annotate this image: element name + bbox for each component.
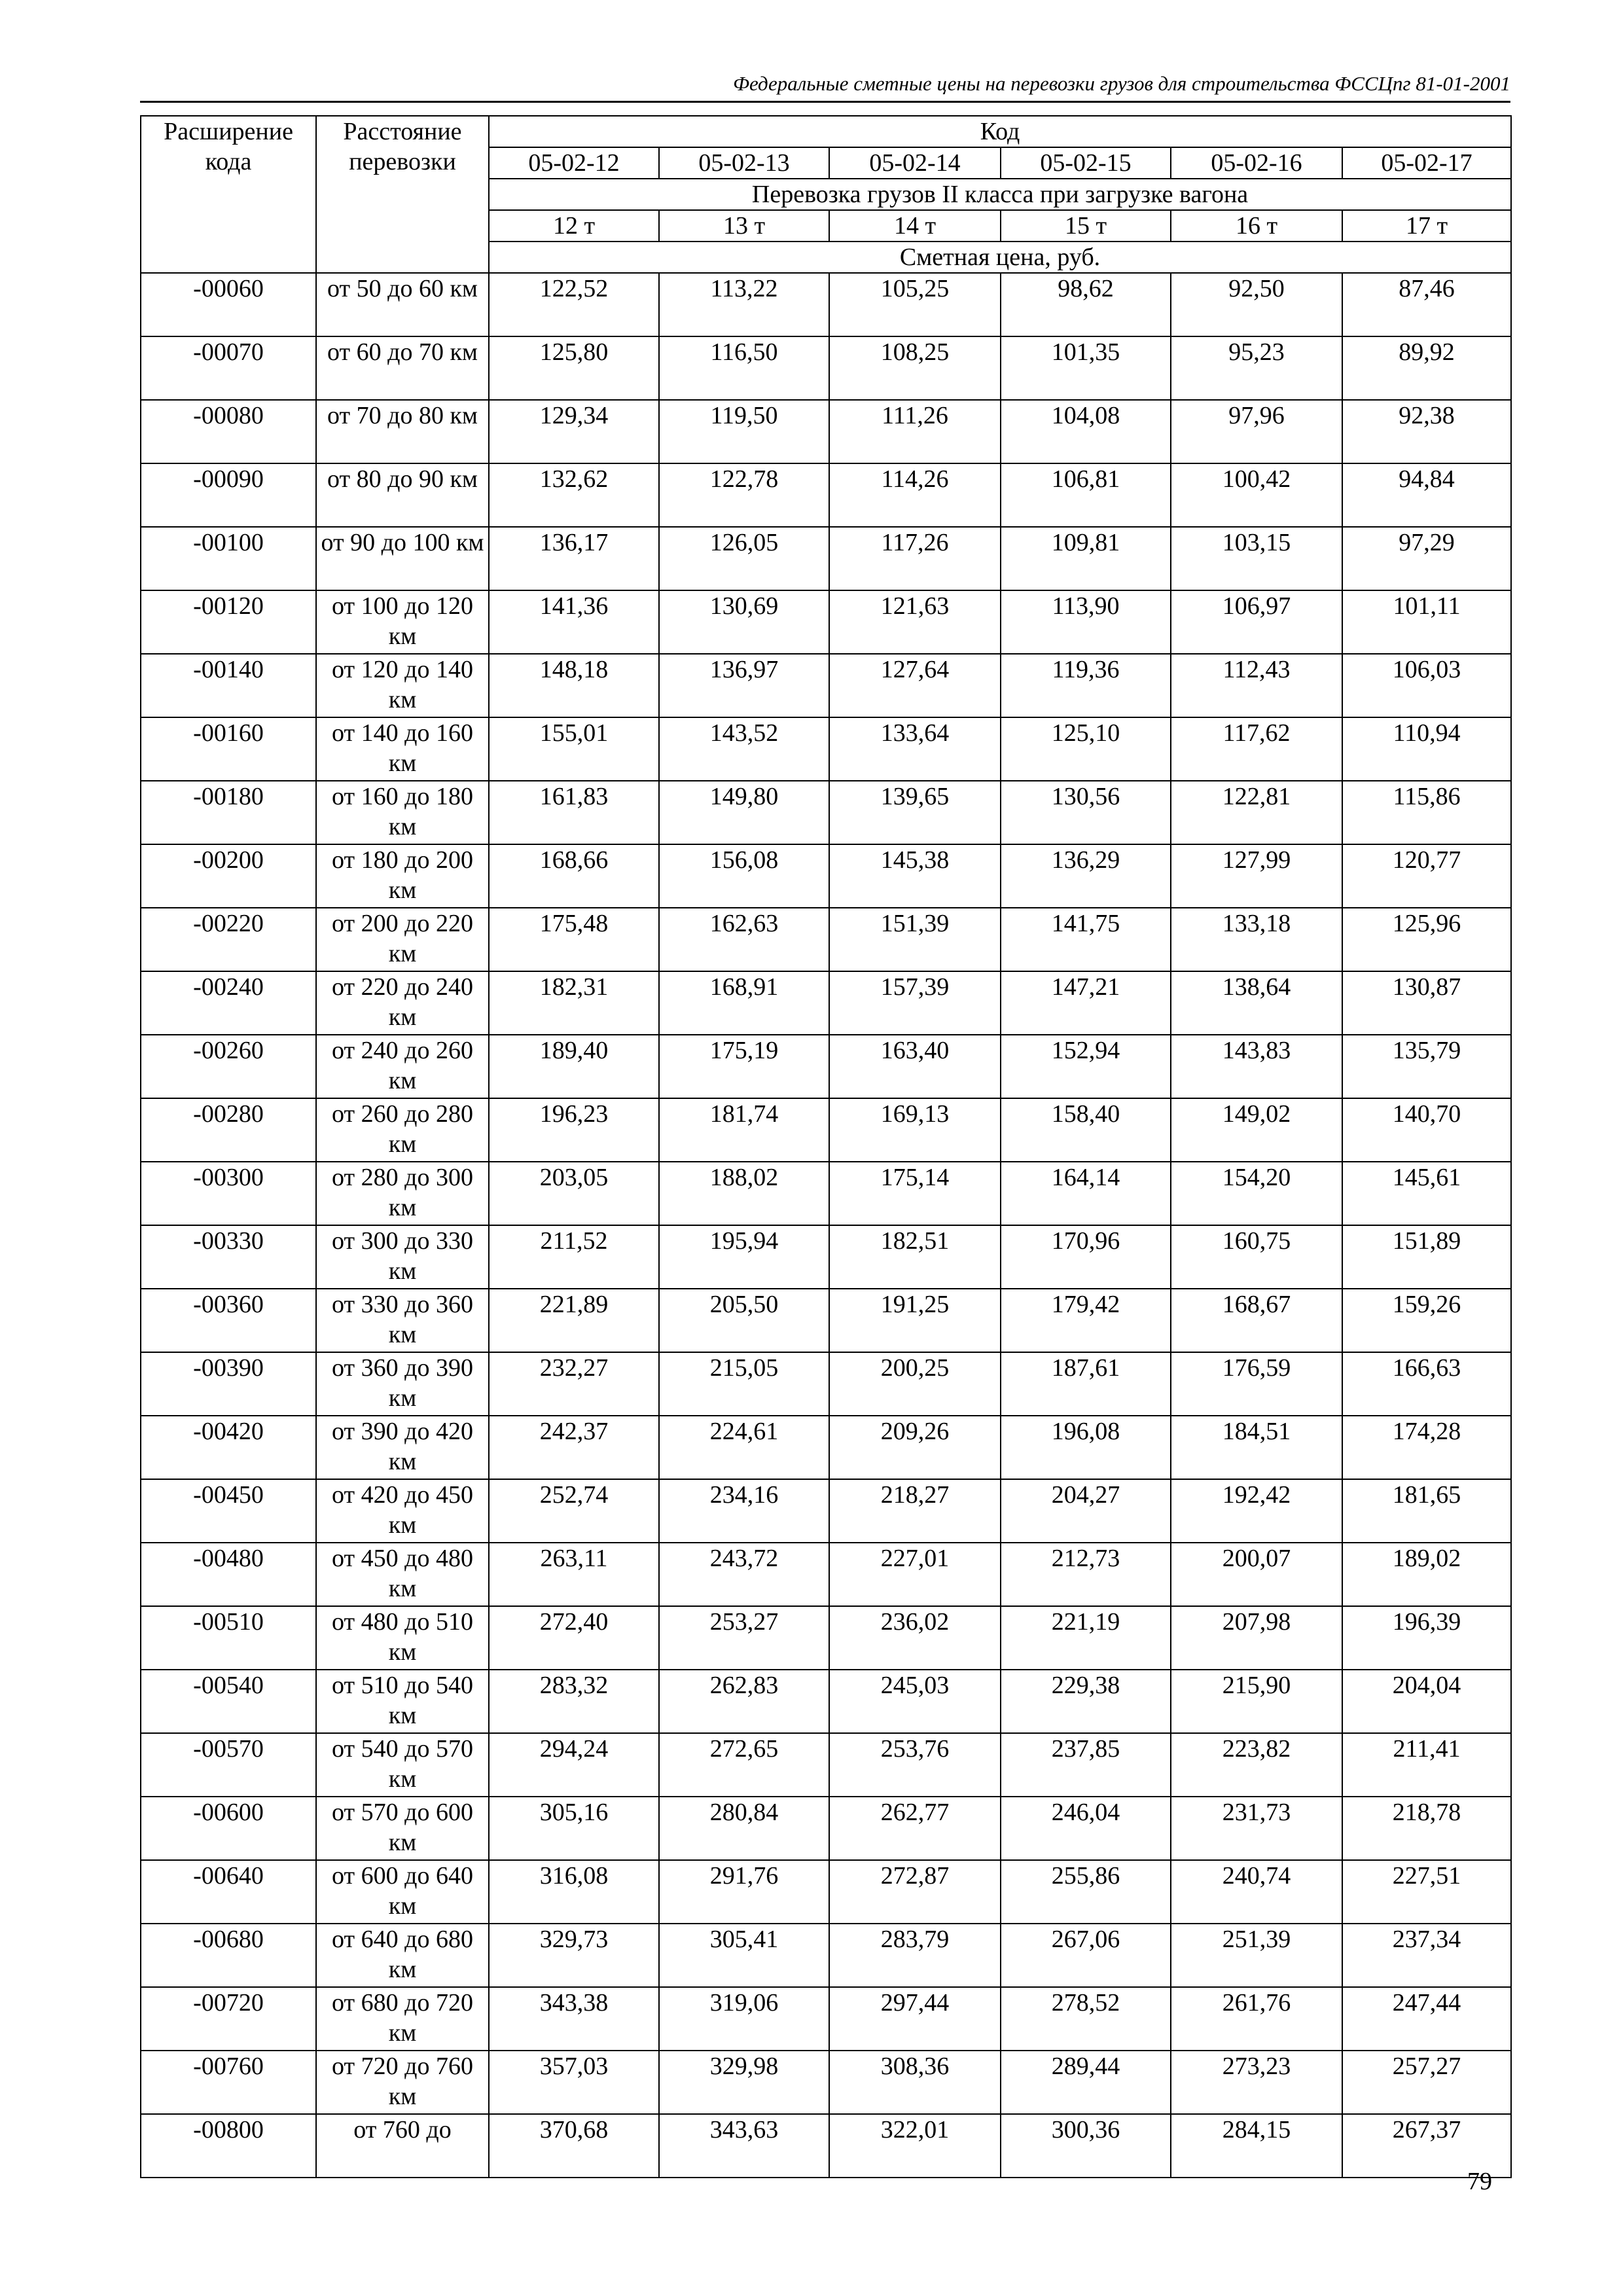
table-row — [141, 1225, 1511, 1289]
extension-cell: -00570 — [141, 1733, 316, 1797]
code-cell: 05-02-13 — [659, 147, 829, 179]
extension-cell: -00300 — [141, 1162, 316, 1225]
price-cell: 155,01 — [489, 717, 659, 781]
table-row — [141, 1924, 1511, 1987]
price-cell: 245,03 — [829, 1670, 1001, 1733]
page-number: 79 — [1467, 2168, 1492, 2195]
price-cell: 143,52 — [659, 717, 829, 781]
price-cell: 196,39 — [1342, 1606, 1511, 1670]
price-cell: 329,98 — [659, 2051, 829, 2114]
price-cell: 92,50 — [1171, 273, 1342, 336]
distance-cell: от 160 до 180 км — [316, 781, 489, 844]
extension-cell: -00600 — [141, 1797, 316, 1860]
price-cell: 209,26 — [829, 1416, 1001, 1479]
extension-cell: -00450 — [141, 1479, 316, 1543]
price-cell: 114,26 — [829, 463, 1001, 527]
price-cell: 189,02 — [1342, 1543, 1511, 1606]
price-cell: 125,10 — [1001, 717, 1171, 781]
distance-cell: от 600 до 640 км — [316, 1860, 489, 1924]
price-cell: 113,22 — [659, 273, 829, 336]
price-cell: 267,37 — [1342, 2114, 1511, 2178]
distance-cell: от 100 до 120 км — [316, 590, 489, 654]
distance-cell: от 570 до 600 км — [316, 1797, 489, 1860]
extension-cell: -00480 — [141, 1543, 316, 1606]
price-cell: 237,34 — [1342, 1924, 1511, 1987]
table-row — [141, 781, 1511, 844]
price-cell: 267,06 — [1001, 1924, 1171, 1987]
price-cell: 261,76 — [1171, 1987, 1342, 2051]
price-cell: 133,64 — [829, 717, 1001, 781]
price-cell: 203,05 — [489, 1162, 659, 1225]
price-cell: 291,76 — [659, 1860, 829, 1924]
price-cell: 141,36 — [489, 590, 659, 654]
price-cell: 221,19 — [1001, 1606, 1171, 1670]
price-cell: 149,80 — [659, 781, 829, 844]
extension-cell: -00280 — [141, 1098, 316, 1162]
price-cell: 105,25 — [829, 273, 1001, 336]
extension-cell: -00080 — [141, 400, 316, 463]
price-cell: 343,63 — [659, 2114, 829, 2178]
price-cell: 182,31 — [489, 971, 659, 1035]
price-cell: 305,16 — [489, 1797, 659, 1860]
extension-cell: -00220 — [141, 908, 316, 971]
distance-cell: от 420 до 450 км — [316, 1479, 489, 1543]
price-cell: 255,86 — [1001, 1860, 1171, 1924]
extension-cell: -00360 — [141, 1289, 316, 1352]
table-body — [141, 273, 1511, 2178]
price-cell: 207,98 — [1171, 1606, 1342, 1670]
price-cell: 145,61 — [1342, 1162, 1511, 1225]
table-row — [141, 1416, 1511, 1479]
price-cell: 221,89 — [489, 1289, 659, 1352]
extension-cell: -00330 — [141, 1225, 316, 1289]
price-cell: 229,38 — [1001, 1670, 1171, 1733]
price-table — [140, 115, 1512, 2178]
price-cell: 168,91 — [659, 971, 829, 1035]
price-cell: 164,14 — [1001, 1162, 1171, 1225]
price-cell: 97,29 — [1342, 527, 1511, 590]
code-header: Код — [489, 116, 1511, 147]
price-cell: 148,18 — [489, 654, 659, 717]
transport-header: Перевозка грузов II класса при загрузке вагона — [489, 179, 1511, 210]
price-cell: 122,78 — [659, 463, 829, 527]
price-cell: 316,08 — [489, 1860, 659, 1924]
price-cell: 231,73 — [1171, 1797, 1342, 1860]
distance-cell: от 200 до 220 км — [316, 908, 489, 971]
price-cell: 322,01 — [829, 2114, 1001, 2178]
price-cell: 160,75 — [1171, 1225, 1342, 1289]
price-cell: 272,87 — [829, 1860, 1001, 1924]
distance-cell: от 330 до 360 км — [316, 1289, 489, 1352]
load-cell: 13 т — [659, 210, 829, 242]
distance-cell: от 540 до 570 км — [316, 1733, 489, 1797]
price-cell: 163,40 — [829, 1035, 1001, 1098]
price-cell: 319,06 — [659, 1987, 829, 2051]
table-row — [141, 590, 1511, 654]
price-cell: 204,27 — [1001, 1479, 1171, 1543]
price-cell: 243,72 — [659, 1543, 829, 1606]
extension-cell: -00540 — [141, 1670, 316, 1733]
price-cell: 176,59 — [1171, 1352, 1342, 1416]
table-row — [141, 273, 1511, 336]
price-cell: 218,78 — [1342, 1797, 1511, 1860]
distance-cell: от 240 до 260 км — [316, 1035, 489, 1098]
price-cell: 152,94 — [1001, 1035, 1171, 1098]
column-header-extension: Расширение кода — [141, 116, 316, 273]
price-cell: 263,11 — [489, 1543, 659, 1606]
extension-cell: -00640 — [141, 1860, 316, 1924]
price-cell: 151,39 — [829, 908, 1001, 971]
price-cell: 357,03 — [489, 2051, 659, 2114]
price-cell: 257,27 — [1342, 2051, 1511, 2114]
price-cell: 297,44 — [829, 1987, 1001, 2051]
extension-cell: -00720 — [141, 1987, 316, 2051]
load-cell: 15 т — [1001, 210, 1171, 242]
distance-cell: от 760 до — [316, 2114, 489, 2178]
price-cell: 125,80 — [489, 336, 659, 400]
load-cell: 14 т — [829, 210, 1001, 242]
extension-cell: -00680 — [141, 1924, 316, 1987]
price-cell: 121,63 — [829, 590, 1001, 654]
price-cell: 125,96 — [1342, 908, 1511, 971]
price-cell: 161,83 — [489, 781, 659, 844]
price-cell: 283,79 — [829, 1924, 1001, 1987]
table-row — [141, 1733, 1511, 1797]
price-cell: 289,44 — [1001, 2051, 1171, 2114]
distance-cell: от 80 до 90 км — [316, 463, 489, 527]
extension-cell: -00200 — [141, 844, 316, 908]
price-cell: 211,52 — [489, 1225, 659, 1289]
price-cell: 262,83 — [659, 1670, 829, 1733]
price-cell: 106,97 — [1171, 590, 1342, 654]
table-row — [141, 717, 1511, 781]
running-header: Федеральные сметные цены на перевозки грузов для строительства ФССЦпг 81-01-2001 — [733, 72, 1510, 95]
extension-cell: -00180 — [141, 781, 316, 844]
extension-cell: -00800 — [141, 2114, 316, 2178]
price-cell: 151,89 — [1342, 1225, 1511, 1289]
price-cell: 97,96 — [1171, 400, 1342, 463]
price-cell: 138,64 — [1171, 971, 1342, 1035]
price-cell: 205,50 — [659, 1289, 829, 1352]
price-cell: 127,99 — [1171, 844, 1342, 908]
price-cell: 212,73 — [1001, 1543, 1171, 1606]
price-cell: 115,86 — [1342, 781, 1511, 844]
price-cell: 182,51 — [829, 1225, 1001, 1289]
price-cell: 122,81 — [1171, 781, 1342, 844]
price-cell: 89,92 — [1342, 336, 1511, 400]
table-row — [141, 527, 1511, 590]
price-cell: 112,43 — [1171, 654, 1342, 717]
table-row — [141, 908, 1511, 971]
code-cell: 05-02-12 — [489, 147, 659, 179]
extension-cell: -00070 — [141, 336, 316, 400]
extension-cell: -00060 — [141, 273, 316, 336]
price-cell: 94,84 — [1342, 463, 1511, 527]
price-cell: 109,81 — [1001, 527, 1171, 590]
price-cell: 280,84 — [659, 1797, 829, 1860]
extension-cell: -00090 — [141, 463, 316, 527]
price-cell: 227,51 — [1342, 1860, 1511, 1924]
price-cell: 252,74 — [489, 1479, 659, 1543]
price-cell: 234,16 — [659, 1479, 829, 1543]
extension-cell: -00510 — [141, 1606, 316, 1670]
price-cell: 200,07 — [1171, 1543, 1342, 1606]
table-row — [141, 971, 1511, 1035]
code-cell: 05-02-14 — [829, 147, 1001, 179]
price-cell: 218,27 — [829, 1479, 1001, 1543]
price-cell: 106,03 — [1342, 654, 1511, 717]
distance-cell: от 450 до 480 км — [316, 1543, 489, 1606]
price-cell: 141,75 — [1001, 908, 1171, 971]
price-cell: 111,26 — [829, 400, 1001, 463]
price-cell: 110,94 — [1342, 717, 1511, 781]
price-cell: 181,65 — [1342, 1479, 1511, 1543]
price-cell: 196,08 — [1001, 1416, 1171, 1479]
table-row — [141, 1797, 1511, 1860]
price-cell: 189,40 — [489, 1035, 659, 1098]
price-cell: 87,46 — [1342, 273, 1511, 336]
price-cell: 192,42 — [1171, 1479, 1342, 1543]
price-cell: 158,40 — [1001, 1098, 1171, 1162]
table-row — [141, 400, 1511, 463]
price-cell: 370,68 — [489, 2114, 659, 2178]
price-cell: 200,25 — [829, 1352, 1001, 1416]
distance-cell: от 390 до 420 км — [316, 1416, 489, 1479]
price-cell: 154,20 — [1171, 1162, 1342, 1225]
distance-cell: от 640 до 680 км — [316, 1924, 489, 1987]
price-cell: 181,74 — [659, 1098, 829, 1162]
price-cell: 100,42 — [1171, 463, 1342, 527]
distance-cell: от 140 до 160 км — [316, 717, 489, 781]
extension-cell: -00390 — [141, 1352, 316, 1416]
load-cell: 17 т — [1342, 210, 1511, 242]
price-cell: 136,97 — [659, 654, 829, 717]
price-cell: 191,25 — [829, 1289, 1001, 1352]
distance-cell: от 360 до 390 км — [316, 1352, 489, 1416]
price-cell: 329,73 — [489, 1924, 659, 1987]
table-row — [141, 1098, 1511, 1162]
distance-cell: от 90 до 100 км — [316, 527, 489, 590]
price-cell: 156,08 — [659, 844, 829, 908]
price-cell: 126,05 — [659, 527, 829, 590]
table-row — [141, 1035, 1511, 1098]
price-cell: 92,38 — [1342, 400, 1511, 463]
extension-cell: -00100 — [141, 527, 316, 590]
price-cell: 101,35 — [1001, 336, 1171, 400]
price-cell: 188,02 — [659, 1162, 829, 1225]
extension-cell: -00760 — [141, 2051, 316, 2114]
price-cell: 308,36 — [829, 2051, 1001, 2114]
code-cell: 05-02-15 — [1001, 147, 1171, 179]
price-cell: 101,11 — [1342, 590, 1511, 654]
price-cell: 149,02 — [1171, 1098, 1342, 1162]
price-cell: 129,34 — [489, 400, 659, 463]
table-row — [141, 1860, 1511, 1924]
price-cell: 145,38 — [829, 844, 1001, 908]
price-cell: 196,23 — [489, 1098, 659, 1162]
price-cell: 272,65 — [659, 1733, 829, 1797]
table-row — [141, 1987, 1511, 2051]
price-cell: 343,38 — [489, 1987, 659, 2051]
price-cell: 119,50 — [659, 400, 829, 463]
price-header: Сметная цена, руб. — [489, 242, 1511, 273]
price-cell: 215,90 — [1171, 1670, 1342, 1733]
price-cell: 240,74 — [1171, 1860, 1342, 1924]
price-cell: 237,85 — [1001, 1733, 1171, 1797]
price-cell: 174,28 — [1342, 1416, 1511, 1479]
price-cell: 133,18 — [1171, 908, 1342, 971]
price-cell: 117,26 — [829, 527, 1001, 590]
price-cell: 157,39 — [829, 971, 1001, 1035]
distance-cell: от 680 до 720 км — [316, 1987, 489, 2051]
price-cell: 273,23 — [1171, 2051, 1342, 2114]
distance-cell: от 220 до 240 км — [316, 971, 489, 1035]
price-cell: 211,41 — [1342, 1733, 1511, 1797]
column-header-distance: Расстояние перевозки — [316, 116, 489, 273]
price-cell: 162,63 — [659, 908, 829, 971]
price-cell: 175,14 — [829, 1162, 1001, 1225]
table-row — [141, 1670, 1511, 1733]
distance-cell: от 70 до 80 км — [316, 400, 489, 463]
price-cell: 147,21 — [1001, 971, 1171, 1035]
price-cell: 294,24 — [489, 1733, 659, 1797]
price-cell: 143,83 — [1171, 1035, 1342, 1098]
price-cell: 119,36 — [1001, 654, 1171, 717]
price-cell: 179,42 — [1001, 1289, 1171, 1352]
price-cell: 159,26 — [1342, 1289, 1511, 1352]
distance-cell: от 720 до 760 км — [316, 2051, 489, 2114]
price-cell: 130,69 — [659, 590, 829, 654]
table-row — [141, 1352, 1511, 1416]
price-cell: 168,66 — [489, 844, 659, 908]
price-cell: 278,52 — [1001, 1987, 1171, 2051]
table-row — [141, 336, 1511, 400]
price-cell: 108,25 — [829, 336, 1001, 400]
price-cell: 106,81 — [1001, 463, 1171, 527]
distance-cell: от 300 до 330 км — [316, 1225, 489, 1289]
extension-cell: -00120 — [141, 590, 316, 654]
price-cell: 175,48 — [489, 908, 659, 971]
price-cell: 253,27 — [659, 1606, 829, 1670]
price-cell: 98,62 — [1001, 273, 1171, 336]
table-row — [141, 2051, 1511, 2114]
price-cell: 122,52 — [489, 273, 659, 336]
price-cell: 130,87 — [1342, 971, 1511, 1035]
price-cell: 242,37 — [489, 1416, 659, 1479]
price-cell: 305,41 — [659, 1924, 829, 1987]
code-cell: 05-02-16 — [1171, 147, 1342, 179]
extension-cell: -00420 — [141, 1416, 316, 1479]
price-cell: 136,29 — [1001, 844, 1171, 908]
price-cell: 232,27 — [489, 1352, 659, 1416]
table-row — [141, 1162, 1511, 1225]
table-row — [141, 1289, 1511, 1352]
price-cell: 187,61 — [1001, 1352, 1171, 1416]
price-cell: 246,04 — [1001, 1797, 1171, 1860]
extension-cell: -00160 — [141, 717, 316, 781]
table-row — [141, 654, 1511, 717]
price-cell: 113,90 — [1001, 590, 1171, 654]
distance-cell: от 510 до 540 км — [316, 1670, 489, 1733]
price-cell: 130,56 — [1001, 781, 1171, 844]
price-cell: 168,67 — [1171, 1289, 1342, 1352]
price-cell: 184,51 — [1171, 1416, 1342, 1479]
price-cell: 116,50 — [659, 336, 829, 400]
price-cell: 236,02 — [829, 1606, 1001, 1670]
distance-cell: от 180 до 200 км — [316, 844, 489, 908]
distance-cell: от 280 до 300 км — [316, 1162, 489, 1225]
distance-cell: от 50 до 60 км — [316, 273, 489, 336]
distance-cell: от 60 до 70 км — [316, 336, 489, 400]
header-row-code — [141, 116, 1511, 147]
price-cell: 300,36 — [1001, 2114, 1171, 2178]
header-rule — [140, 101, 1510, 103]
distance-cell: от 480 до 510 км — [316, 1606, 489, 1670]
price-cell: 227,01 — [829, 1543, 1001, 1606]
price-cell: 169,13 — [829, 1098, 1001, 1162]
load-cell: 16 т — [1171, 210, 1342, 242]
price-cell: 104,08 — [1001, 400, 1171, 463]
price-cell: 204,04 — [1342, 1670, 1511, 1733]
distance-cell: от 120 до 140 км — [316, 654, 489, 717]
price-cell: 247,44 — [1342, 1987, 1511, 2051]
table-row — [141, 2114, 1511, 2178]
price-cell: 262,77 — [829, 1797, 1001, 1860]
extension-cell: -00260 — [141, 1035, 316, 1098]
price-cell: 224,61 — [659, 1416, 829, 1479]
price-cell: 272,40 — [489, 1606, 659, 1670]
extension-cell: -00140 — [141, 654, 316, 717]
price-cell: 95,23 — [1171, 336, 1342, 400]
price-cell: 140,70 — [1342, 1098, 1511, 1162]
table-row — [141, 844, 1511, 908]
price-cell: 103,15 — [1171, 527, 1342, 590]
table-row — [141, 1606, 1511, 1670]
price-cell: 139,65 — [829, 781, 1001, 844]
price-cell: 132,62 — [489, 463, 659, 527]
price-cell: 170,96 — [1001, 1225, 1171, 1289]
price-cell: 127,64 — [829, 654, 1001, 717]
code-cell: 05-02-17 — [1342, 147, 1511, 179]
price-cell: 117,62 — [1171, 717, 1342, 781]
price-cell: 135,79 — [1342, 1035, 1511, 1098]
price-cell: 283,32 — [489, 1670, 659, 1733]
distance-cell: от 260 до 280 км — [316, 1098, 489, 1162]
price-cell: 175,19 — [659, 1035, 829, 1098]
price-cell: 195,94 — [659, 1225, 829, 1289]
price-cell: 215,05 — [659, 1352, 829, 1416]
price-cell: 284,15 — [1171, 2114, 1342, 2178]
price-cell: 120,77 — [1342, 844, 1511, 908]
table-row — [141, 463, 1511, 527]
price-cell: 166,63 — [1342, 1352, 1511, 1416]
price-cell: 136,17 — [489, 527, 659, 590]
table-row — [141, 1543, 1511, 1606]
extension-cell: -00240 — [141, 971, 316, 1035]
load-cell: 12 т — [489, 210, 659, 242]
price-cell: 251,39 — [1171, 1924, 1342, 1987]
price-cell: 223,82 — [1171, 1733, 1342, 1797]
price-cell: 253,76 — [829, 1733, 1001, 1797]
table-row — [141, 1479, 1511, 1543]
